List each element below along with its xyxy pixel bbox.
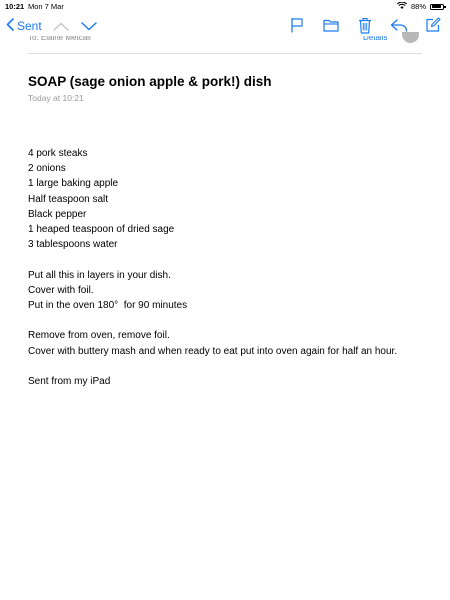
body-line: Remove from oven, remove foil.: [28, 330, 170, 342]
message-date: Today at 10:21: [28, 93, 84, 103]
back-button[interactable]: [6, 18, 42, 34]
recipient-header: [28, 36, 423, 46]
body-line: Black pepper: [28, 208, 87, 220]
status-indicators: [397, 2, 444, 11]
status-time: 10:21: [5, 2, 25, 11]
body-line: 4 pork steaks: [28, 148, 88, 159]
battery-level: [432, 5, 442, 8]
body-line: Put in the oven 180° for 90 minutes: [28, 300, 188, 312]
body-line: [28, 252, 428, 267]
body-line: Cover with foil.: [28, 284, 94, 296]
battery-percent: 88%: [410, 2, 426, 11]
folder-icon[interactable]: [322, 17, 340, 33]
flag-icon[interactable]: [288, 17, 306, 33]
to-line: To: Elaine Metcalf: [28, 36, 92, 42]
body-line: 1 large baking apple: [28, 178, 119, 190]
header-divider: [28, 53, 422, 54]
action-icons: [288, 17, 442, 33]
wifi-icon: [397, 2, 407, 11]
body-line: Cover with buttery mash and when ready to eat put into oven again for half an hour.: [28, 345, 398, 357]
body-line: [28, 313, 428, 328]
message-body: [28, 146, 428, 389]
message-nav: [52, 18, 98, 34]
message-subject: SOAP (sage onion apple & pork!) dish: [28, 74, 272, 89]
trash-icon[interactable]: [356, 17, 374, 33]
body-line: 3 tablespoons water: [28, 239, 118, 251]
body-line: [28, 359, 428, 374]
body-line: Half teaspoon salt: [28, 193, 109, 205]
status-bar: [0, 0, 450, 13]
arrow-up-icon[interactable]: [52, 18, 70, 34]
body-line: 1 heaped teaspoon of dried sage: [28, 224, 175, 236]
status-date: Mon 7 Mar: [28, 2, 64, 11]
body-line: Put all this in layers in your dish.: [28, 269, 171, 281]
details-link[interactable]: Details: [363, 36, 388, 42]
battery-icon: [430, 4, 444, 10]
reply-icon[interactable]: [390, 17, 408, 33]
compose-icon[interactable]: [424, 17, 442, 33]
body-line: Sent from my iPad: [28, 376, 111, 387]
body-line: 2 onions: [28, 163, 66, 175]
arrow-down-icon[interactable]: [80, 18, 98, 34]
back-label: Sent: [17, 19, 42, 33]
chevron-left-icon: [6, 18, 14, 34]
